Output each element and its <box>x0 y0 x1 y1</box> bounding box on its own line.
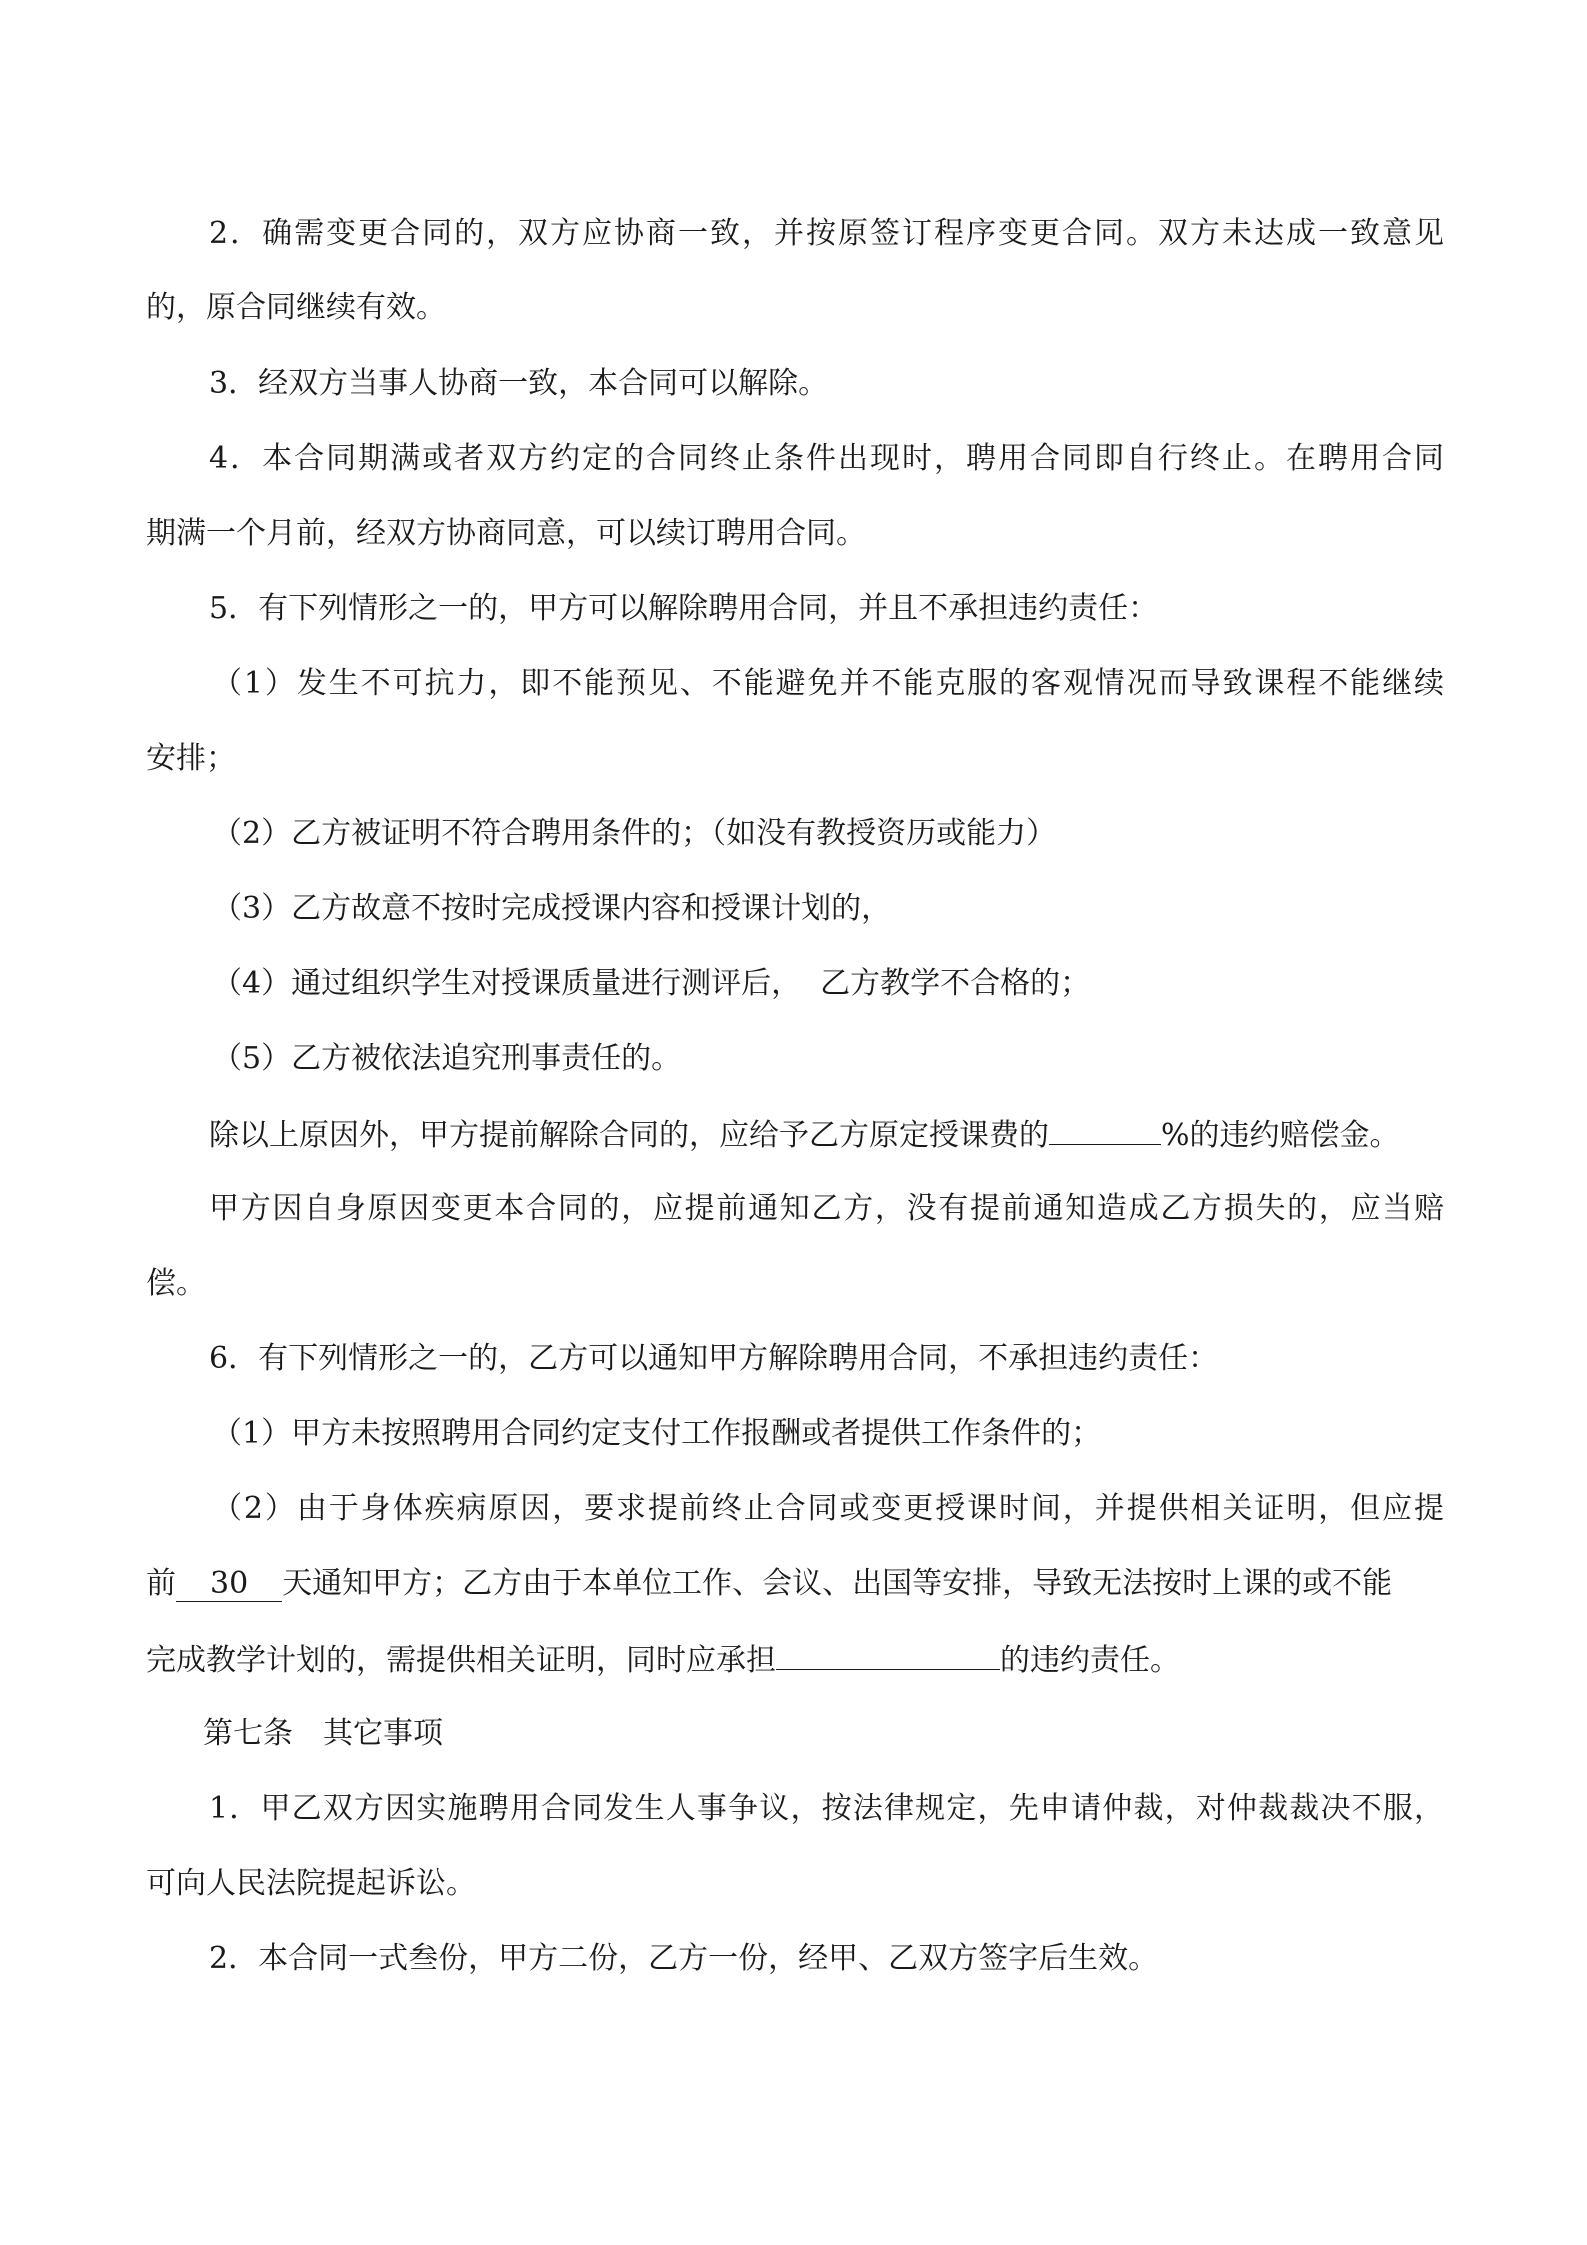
liability-text-before: 完成教学计划的，需提供相关证明，同时应承担 <box>146 1643 776 1678</box>
clause-5-item-4: （4）通过组织学生对授课质量进行测评后， 乙方教学不合格的； <box>212 966 1091 1001</box>
article-7-item-2: 2．本合同一式叁份，甲方二份，乙方一份，经甲、乙双方签字后生效。 <box>209 1941 1159 1976</box>
notice-days-blank: 30 <box>176 1567 282 1602</box>
clause-6: 6．有下列情形之一的，乙方可以通知甲方解除聘用合同，不承担违约责任： <box>209 1341 1219 1376</box>
change-clause-line-1: 甲方因自身原因变更本合同的，应提前通知乙方，没有提前通知造成乙方损失的，应当赔 <box>209 1191 1444 1226</box>
change-clause-line-2: 偿。 <box>146 1266 206 1301</box>
compensation-text-after: %的违约赔偿金。 <box>1161 1118 1400 1153</box>
article-7-item-1-line-1: 1．甲乙双方因实施聘用合同发生人事争议，按法律规定，先申请仲裁，对仲裁裁决不服， <box>209 1791 1444 1826</box>
compensation-text-before: 除以上原因外，甲方提前解除合同的，应给予乙方原定授课费的 <box>209 1118 1049 1153</box>
clause-5-item-2: （2）乙方被证明不符合聘用条件的；（如没有教授资历或能力） <box>212 816 1057 851</box>
article-7-item-1-line-2: 可向人民法院提起诉讼。 <box>146 1866 476 1901</box>
clause-5-item-1-line-1: （1）发生不可抗力，即不能预见、不能避免并不能克服的客观情况而导致课程不能继续 <box>212 666 1444 701</box>
liability-text-after: 的违约责任。 <box>1000 1643 1180 1678</box>
clause-5-item-3: （3）乙方故意不按时完成授课内容和授课计划的， <box>212 891 892 926</box>
liability-blank[interactable] <box>776 1639 1000 1670</box>
notice-text-after: 天通知甲方；乙方由于本单位工作、会议、出国等安排，导致无法按时上课的或不能 <box>282 1566 1393 1601</box>
article-7-heading: 第七条 其它事项 <box>203 1716 443 1751</box>
clause-2-line-1: 2．确需变更合同的，双方应协商一致，并按原签订程序变更合同。双方未达成一致意见 <box>209 216 1444 251</box>
clause-6-item-2-line-1: （2）由于身体疾病原因，要求提前终止合同或变更授课时间，并提供相关证明，但应提 <box>212 1491 1444 1526</box>
clause-6-item-1: （1）甲方未按照聘用合同约定支付工作报酬或者提供工作条件的； <box>212 1416 1102 1451</box>
clause-5: 5．有下列情形之一的，甲方可以解除聘用合同，并且不承担违约责任： <box>209 591 1159 626</box>
clause-5-item-1-line-2: 安排； <box>146 741 236 776</box>
clause-4-line-2: 期满一个月前，经双方协商同意，可以续订聘用合同。 <box>146 516 866 551</box>
clause-3: 3．经双方当事人协商一致，本合同可以解除。 <box>209 366 829 401</box>
notice-text-before: 前 <box>146 1566 176 1601</box>
compensation-line <box>209 1114 1400 1156</box>
compensation-percent-blank[interactable] <box>1049 1114 1161 1145</box>
clause-6-item-2-line-2 <box>146 1564 1392 1604</box>
clause-2-line-2: 的，原合同继续有效。 <box>146 290 446 325</box>
clause-5-item-5: （5）乙方被依法追究刑事责任的。 <box>212 1041 682 1076</box>
clause-6-item-2-line-3 <box>146 1639 1180 1681</box>
clause-4-line-1: 4．本合同期满或者双方约定的合同终止条件出现时，聘用合同即自行终止。在聘用合同 <box>209 441 1444 476</box>
